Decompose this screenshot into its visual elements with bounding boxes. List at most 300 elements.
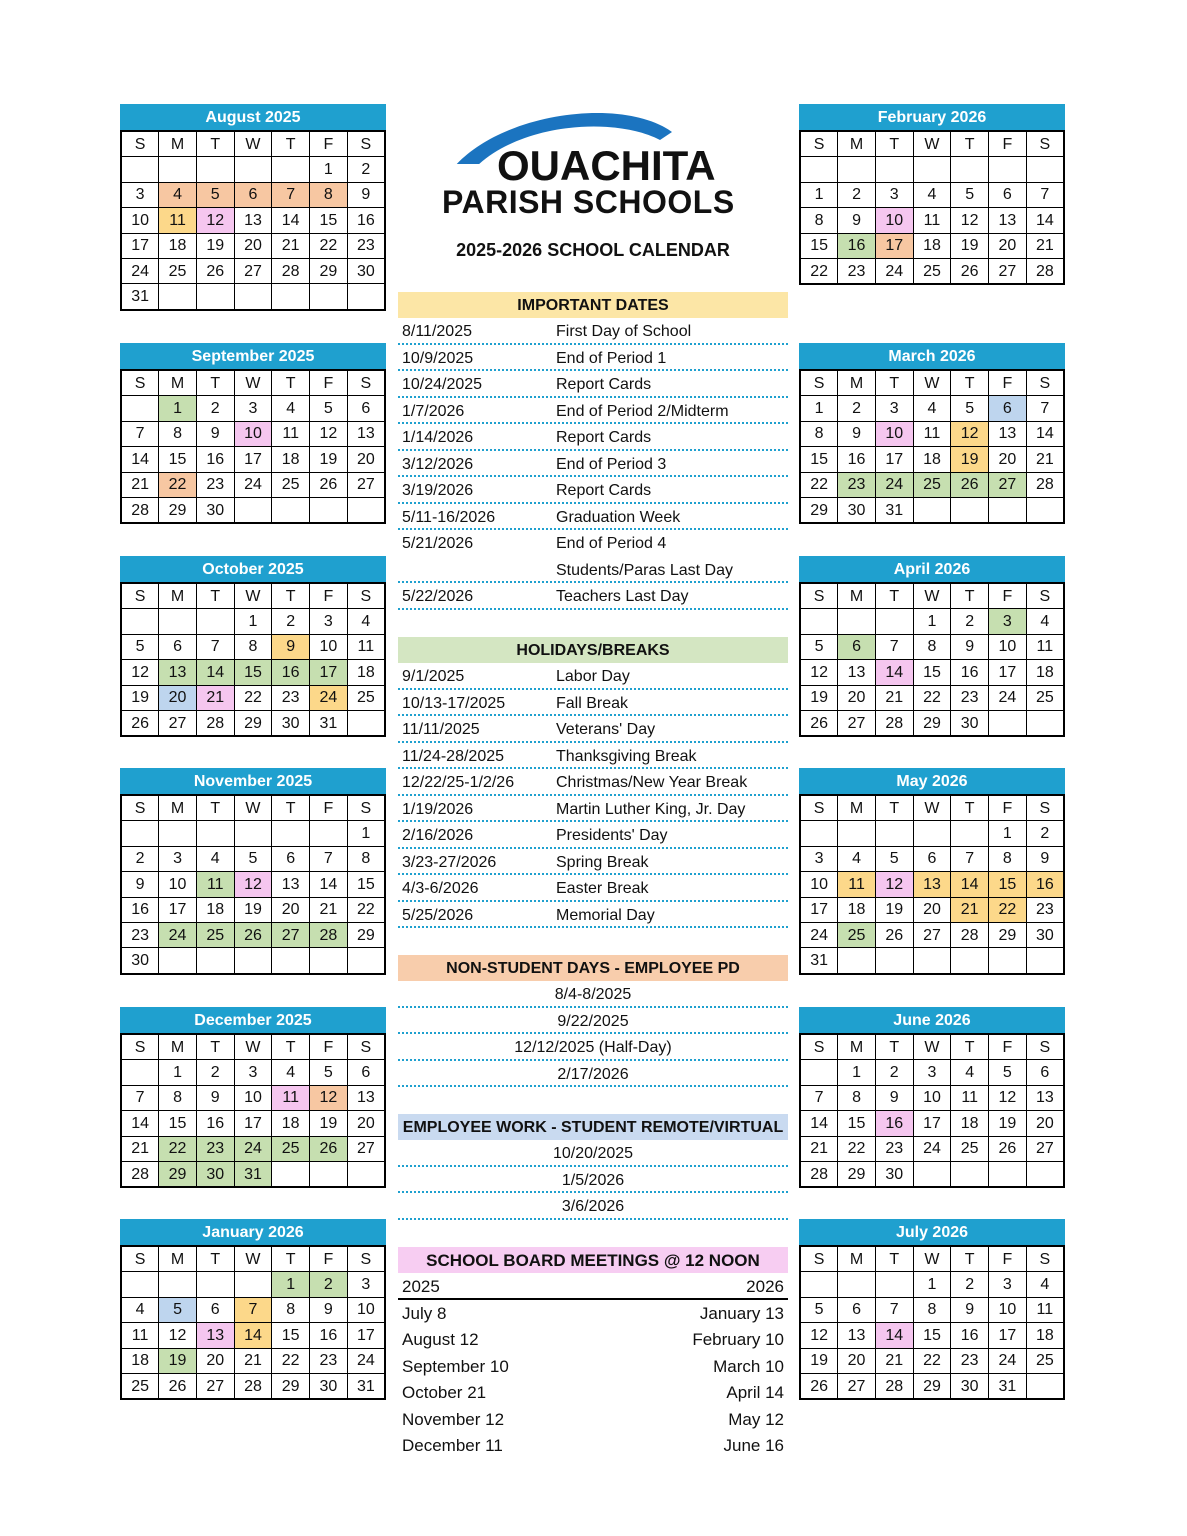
day-cell: 2	[875, 1060, 913, 1085]
empty-cell	[838, 821, 876, 846]
day-cell: 17	[989, 660, 1027, 685]
board-year-2026: 2026	[746, 1277, 784, 1296]
weekday-label: S	[1026, 583, 1064, 609]
event-row	[398, 902, 788, 929]
day-cell: 25	[159, 258, 197, 283]
day-cell: 29	[913, 1373, 951, 1399]
holidays-heading: HOLIDAYS/BREAKS	[398, 637, 788, 663]
day-cell: 4	[1026, 1272, 1064, 1297]
day-cell: 3	[875, 396, 913, 421]
day-cell: 9	[1026, 846, 1064, 871]
day-cell: 4	[347, 609, 385, 634]
day-cell: 3	[234, 396, 272, 421]
day-cell: 3	[800, 846, 838, 871]
event-name: Students/Paras Last Day	[556, 561, 733, 579]
week-row	[121, 660, 385, 685]
day-cell: 6	[838, 634, 876, 659]
event-date: 1/7/2026	[402, 402, 465, 420]
day-cell: 2	[196, 1060, 234, 1085]
week-row	[800, 157, 1064, 182]
day-cell: 23	[838, 258, 876, 284]
weekday-label: F	[989, 131, 1027, 157]
day-cell: 13	[234, 208, 272, 233]
holidays-list	[398, 663, 788, 928]
day-cell: 15	[159, 447, 197, 472]
employee-work-list	[398, 1140, 788, 1220]
day-cell: 11	[951, 1085, 989, 1110]
day-cell: 15	[838, 1111, 876, 1136]
day-cell: 16	[951, 1323, 989, 1348]
weekday-label: S	[1026, 1034, 1064, 1060]
day-cell: 25	[838, 922, 876, 947]
calendar-february-2026	[799, 104, 1065, 285]
day-cell: 13	[272, 872, 310, 897]
event-row	[398, 504, 788, 531]
empty-cell	[913, 948, 951, 974]
day-cell: 13	[347, 421, 385, 446]
month-title: December 2025	[120, 1007, 386, 1033]
weekday-label: T	[875, 583, 913, 609]
day-cell: 28	[875, 710, 913, 736]
weekday-row	[800, 795, 1064, 821]
month-grid	[799, 794, 1065, 975]
day-cell: 11	[838, 872, 876, 897]
day-cell: 25	[951, 1136, 989, 1161]
week-row	[800, 685, 1064, 710]
month-title: July 2026	[799, 1219, 1065, 1245]
empty-cell	[913, 1161, 951, 1187]
week-row	[800, 821, 1064, 846]
day-cell: 22	[800, 258, 838, 284]
day-cell: 22	[913, 1348, 951, 1373]
day-cell: 29	[234, 710, 272, 736]
meeting-2026: February 10	[692, 1330, 784, 1349]
day-cell: 28	[951, 922, 989, 947]
day-cell: 20	[913, 897, 951, 922]
day-cell: 18	[913, 233, 951, 258]
day-cell: 24	[989, 685, 1027, 710]
day-cell: 23	[121, 922, 159, 947]
empty-cell	[951, 821, 989, 846]
day-cell: 6	[272, 846, 310, 871]
day-cell: 22	[272, 1348, 310, 1373]
week-row	[800, 872, 1064, 897]
weekday-label: W	[913, 131, 951, 157]
meeting-2025: July 8	[402, 1303, 447, 1323]
month-grid	[120, 1033, 386, 1188]
board-meeting-row	[398, 1353, 788, 1380]
day-cell: 14	[875, 660, 913, 685]
day-cell: 21	[234, 1348, 272, 1373]
weekday-label: W	[234, 131, 272, 157]
day-cell: 19	[800, 1348, 838, 1373]
weekday-label: W	[234, 795, 272, 821]
day-cell: 26	[800, 710, 838, 736]
empty-cell	[159, 821, 197, 846]
weekday-row	[800, 1246, 1064, 1272]
day-cell: 10	[989, 634, 1027, 659]
day-cell: 16	[1026, 872, 1064, 897]
important-dates-list	[398, 318, 788, 610]
day-cell: 28	[234, 1373, 272, 1399]
week-row	[800, 948, 1064, 974]
week-row	[800, 472, 1064, 497]
day-cell: 22	[913, 685, 951, 710]
event-name: First Day of School	[556, 323, 692, 340]
day-cell: 24	[310, 685, 348, 710]
day-cell: 29	[272, 1373, 310, 1399]
day-cell: 1	[838, 1060, 876, 1085]
week-row	[121, 1348, 385, 1373]
day-cell: 28	[196, 710, 234, 736]
day-cell: 10	[913, 1085, 951, 1110]
day-cell: 19	[989, 1111, 1027, 1136]
day-cell: 28	[121, 497, 159, 523]
empty-cell	[121, 1272, 159, 1297]
day-cell: 27	[989, 258, 1027, 284]
day-cell: 3	[234, 1060, 272, 1085]
month-title: November 2025	[120, 768, 386, 794]
day-cell: 19	[159, 1348, 197, 1373]
day-cell: 17	[234, 1111, 272, 1136]
day-cell: 30	[121, 948, 159, 974]
day-cell: 19	[875, 897, 913, 922]
weekday-label: W	[913, 1034, 951, 1060]
event-date: 11/11/2025	[402, 721, 480, 738]
day-cell: 15	[234, 660, 272, 685]
day-cell: 4	[951, 1060, 989, 1085]
day-cell: 15	[800, 233, 838, 258]
day-cell: 1	[310, 157, 348, 182]
day-cell: 5	[121, 634, 159, 659]
day-cell: 15	[913, 660, 951, 685]
empty-cell	[875, 609, 913, 634]
month-title: June 2026	[799, 1007, 1065, 1033]
employee-work-section	[398, 1114, 788, 1220]
day-cell: 3	[989, 609, 1027, 634]
day-cell: 17	[800, 897, 838, 922]
weekday-label: W	[913, 370, 951, 396]
day-cell: 1	[159, 1060, 197, 1085]
day-cell: 3	[121, 182, 159, 207]
event-row	[398, 451, 788, 478]
week-row	[800, 421, 1064, 446]
empty-cell	[347, 1161, 385, 1187]
board-meeting-row	[398, 1432, 788, 1459]
date-row: 3/6/2026	[398, 1193, 788, 1220]
weekday-row	[121, 1034, 385, 1060]
day-cell: 29	[913, 710, 951, 736]
weekday-row	[121, 583, 385, 609]
week-row	[121, 157, 385, 182]
empty-cell	[347, 948, 385, 974]
day-cell: 14	[1026, 421, 1064, 446]
empty-cell	[875, 157, 913, 182]
weekday-row	[800, 370, 1064, 396]
weekday-row	[121, 1246, 385, 1272]
week-row	[800, 182, 1064, 207]
day-cell: 21	[121, 472, 159, 497]
day-cell: 1	[989, 821, 1027, 846]
day-cell: 23	[951, 1348, 989, 1373]
day-cell: 28	[1026, 258, 1064, 284]
day-cell: 5	[951, 396, 989, 421]
day-cell: 10	[121, 208, 159, 233]
empty-cell	[272, 497, 310, 523]
day-cell: 8	[159, 1085, 197, 1110]
month-grid	[120, 794, 386, 975]
day-cell: 3	[875, 182, 913, 207]
day-cell: 30	[951, 710, 989, 736]
day-cell: 28	[310, 922, 348, 947]
day-cell: 14	[196, 660, 234, 685]
day-cell: 20	[347, 447, 385, 472]
day-cell: 12	[951, 421, 989, 446]
day-cell: 12	[951, 208, 989, 233]
day-cell: 30	[272, 710, 310, 736]
day-cell: 6	[347, 396, 385, 421]
weekday-label: F	[310, 583, 348, 609]
board-meetings-heading: SCHOOL BOARD MEETINGS @ 12 NOON	[398, 1247, 788, 1273]
empty-cell	[838, 1272, 876, 1297]
non-student-list	[398, 981, 788, 1087]
board-meeting-row	[398, 1379, 788, 1406]
day-cell: 17	[234, 447, 272, 472]
day-cell: 7	[800, 1085, 838, 1110]
empty-cell	[159, 284, 197, 310]
district-logo	[440, 104, 740, 224]
day-cell: 6	[989, 396, 1027, 421]
event-date: 10/9/2025	[402, 349, 474, 367]
board-year-2025: 2025	[402, 1277, 440, 1296]
event-date: 3/12/2026	[402, 455, 474, 473]
day-cell: 24	[875, 472, 913, 497]
week-row	[121, 396, 385, 421]
weekday-label: S	[1026, 131, 1064, 157]
weekday-label: T	[196, 795, 234, 821]
day-cell: 24	[234, 1136, 272, 1161]
day-cell: 13	[347, 1085, 385, 1110]
day-cell: 25	[121, 1373, 159, 1399]
weekday-label: T	[272, 1246, 310, 1272]
month-title: January 2026	[120, 1219, 386, 1245]
event-date: 2/16/2026	[402, 827, 474, 844]
weekday-label: T	[196, 370, 234, 396]
meeting-2025: August 12	[402, 1330, 479, 1349]
day-cell: 30	[951, 1373, 989, 1399]
day-cell: 25	[347, 685, 385, 710]
calendar-october-2025	[120, 556, 386, 737]
day-cell: 30	[875, 1161, 913, 1187]
day-cell: 5	[800, 1297, 838, 1322]
empty-cell	[838, 157, 876, 182]
week-row	[121, 1323, 385, 1348]
weekday-row	[800, 583, 1064, 609]
weekday-label: W	[234, 370, 272, 396]
day-cell: 11	[1026, 1297, 1064, 1322]
event-row	[398, 822, 788, 849]
day-cell: 21	[196, 685, 234, 710]
day-cell: 21	[1026, 233, 1064, 258]
meeting-2026: May 12	[728, 1409, 784, 1429]
event-row	[398, 477, 788, 504]
calendar-november-2025	[120, 768, 386, 975]
event-name: End of Period 1	[556, 349, 667, 367]
day-cell: 6	[347, 1060, 385, 1085]
day-cell: 9	[310, 1297, 348, 1322]
calendar-april-2026	[799, 556, 1065, 737]
day-cell: 7	[121, 1085, 159, 1110]
empty-cell	[272, 1161, 310, 1187]
week-row	[800, 660, 1064, 685]
day-cell: 6	[989, 182, 1027, 207]
empty-cell	[1026, 710, 1064, 736]
weekday-row	[800, 131, 1064, 157]
day-cell: 6	[838, 1297, 876, 1322]
empty-cell	[989, 1161, 1027, 1187]
event-date: 4/3-6/2026	[402, 880, 479, 897]
board-year-header	[398, 1273, 788, 1300]
day-cell: 3	[989, 1272, 1027, 1297]
day-cell: 7	[234, 1297, 272, 1322]
week-row	[800, 897, 1064, 922]
week-row	[800, 1323, 1064, 1348]
day-cell: 27	[272, 922, 310, 947]
logo-word-parish-schools: PARISH SCHOOLS	[442, 184, 735, 220]
month-title: September 2025	[120, 343, 386, 369]
day-cell: 20	[838, 1348, 876, 1373]
weekday-label: S	[800, 1246, 838, 1272]
day-cell: 18	[196, 897, 234, 922]
weekday-label: W	[913, 1246, 951, 1272]
day-cell: 14	[1026, 208, 1064, 233]
day-cell: 16	[121, 897, 159, 922]
week-row	[121, 1060, 385, 1085]
day-cell: 8	[234, 634, 272, 659]
meeting-2026: April 14	[726, 1383, 784, 1402]
week-row	[800, 396, 1064, 421]
event-name: Graduation Week	[556, 508, 681, 526]
day-cell: 24	[121, 258, 159, 283]
day-cell: 12	[875, 872, 913, 897]
day-cell: 6	[196, 1297, 234, 1322]
date-row: 2/17/2026	[398, 1061, 788, 1088]
day-cell: 25	[272, 472, 310, 497]
day-cell: 22	[159, 1136, 197, 1161]
weekday-label: T	[951, 1034, 989, 1060]
empty-cell	[347, 284, 385, 310]
empty-cell	[347, 710, 385, 736]
weekday-label: S	[800, 131, 838, 157]
day-cell: 14	[121, 447, 159, 472]
day-cell: 27	[234, 258, 272, 283]
day-cell: 1	[272, 1272, 310, 1297]
day-cell: 22	[838, 1136, 876, 1161]
week-row	[800, 233, 1064, 258]
day-cell: 19	[800, 685, 838, 710]
weekday-label: M	[159, 795, 197, 821]
day-cell: 28	[875, 1373, 913, 1399]
empty-cell	[951, 157, 989, 182]
empty-cell	[121, 157, 159, 182]
event-name: Teachers Last Day	[556, 588, 689, 605]
day-cell: 7	[121, 421, 159, 446]
week-row	[121, 447, 385, 472]
day-cell: 11	[121, 1323, 159, 1348]
weekday-row	[121, 370, 385, 396]
day-cell: 25	[196, 922, 234, 947]
day-cell: 1	[347, 821, 385, 846]
weekday-label: W	[913, 795, 951, 821]
day-cell: 29	[159, 1161, 197, 1187]
non-student-heading: NON-STUDENT DAYS - EMPLOYEE PD	[398, 955, 788, 981]
day-cell: 1	[159, 396, 197, 421]
weekday-label: F	[989, 370, 1027, 396]
event-name: Fall Break	[556, 694, 629, 712]
day-cell: 18	[272, 447, 310, 472]
weekday-label: T	[272, 131, 310, 157]
empty-cell	[913, 821, 951, 846]
day-cell: 12	[310, 1085, 348, 1110]
day-cell: 13	[1026, 1085, 1064, 1110]
day-cell: 28	[121, 1161, 159, 1187]
day-cell: 10	[310, 634, 348, 659]
month-grid	[120, 130, 386, 311]
day-cell: 29	[347, 922, 385, 947]
day-cell: 9	[196, 1085, 234, 1110]
day-cell: 19	[196, 233, 234, 258]
event-date: 5/21/2026	[402, 535, 474, 552]
week-row	[121, 182, 385, 207]
day-cell: 18	[1026, 660, 1064, 685]
day-cell: 1	[800, 396, 838, 421]
date-row: 8/4-8/2025	[398, 981, 788, 1008]
calendar-march-2026	[799, 343, 1065, 524]
day-cell: 2	[1026, 821, 1064, 846]
day-cell: 30	[310, 1373, 348, 1399]
day-cell: 16	[838, 447, 876, 472]
weekday-row	[800, 1034, 1064, 1060]
empty-cell	[800, 1060, 838, 1085]
day-cell: 3	[913, 1060, 951, 1085]
weekday-label: F	[310, 795, 348, 821]
weekday-label: T	[951, 1246, 989, 1272]
non-student-section	[398, 955, 788, 1087]
day-cell: 29	[989, 922, 1027, 947]
employee-work-heading: EMPLOYEE WORK - STUDENT REMOTE/VIRTUAL	[398, 1114, 788, 1140]
holidays-section	[398, 637, 788, 928]
day-cell: 26	[875, 922, 913, 947]
day-cell: 7	[875, 1297, 913, 1322]
day-cell: 4	[272, 396, 310, 421]
day-cell: 20	[272, 897, 310, 922]
day-cell: 20	[989, 233, 1027, 258]
day-cell: 2	[951, 1272, 989, 1297]
day-cell: 11	[1026, 634, 1064, 659]
day-cell: 23	[272, 685, 310, 710]
day-cell: 25	[1026, 1348, 1064, 1373]
calendar-december-2025	[120, 1007, 386, 1188]
day-cell: 18	[272, 1111, 310, 1136]
day-cell: 5	[310, 396, 348, 421]
empty-cell	[310, 497, 348, 523]
event-date: 11/24-28/2025	[402, 747, 505, 765]
event-row	[398, 849, 788, 876]
day-cell: 7	[196, 634, 234, 659]
week-row	[121, 872, 385, 897]
weekday-label: F	[989, 1034, 1027, 1060]
empty-cell	[800, 609, 838, 634]
